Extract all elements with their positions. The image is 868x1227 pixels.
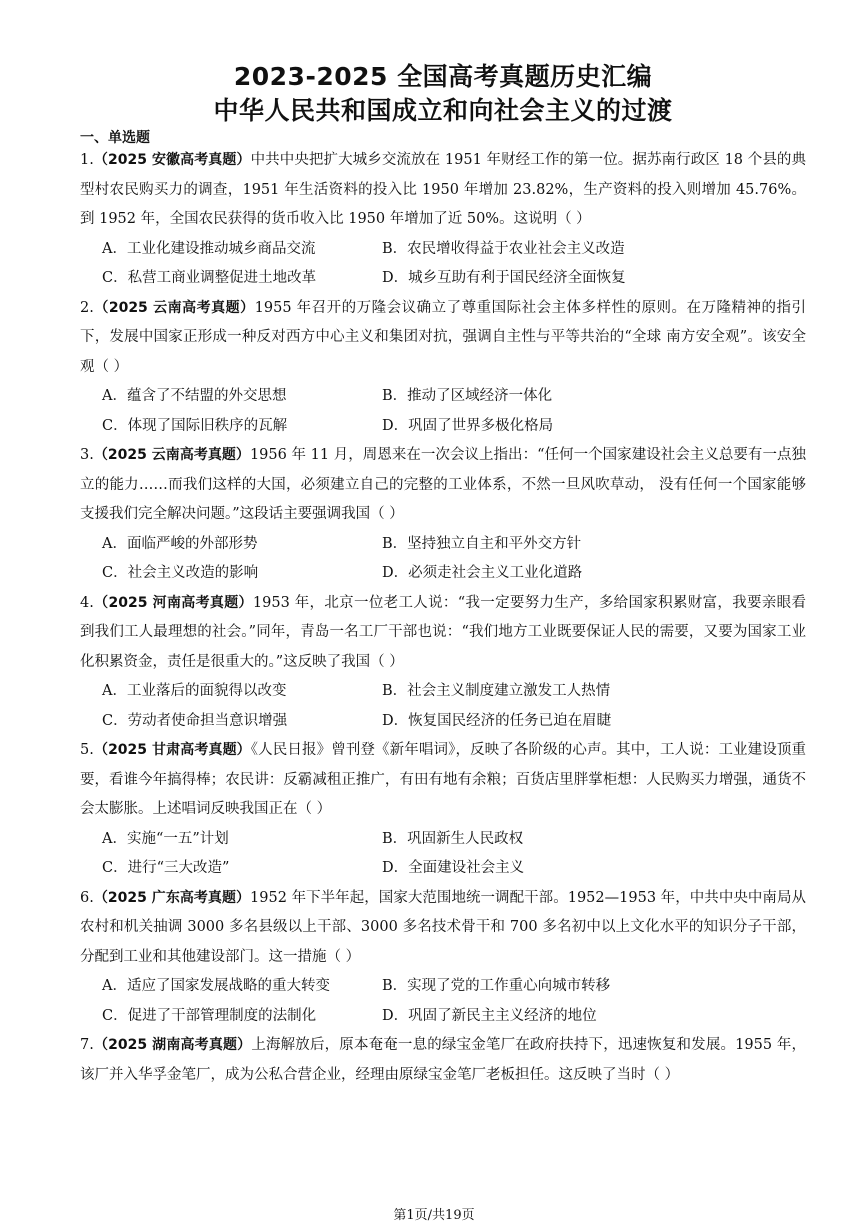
question-5 bbox=[80, 736, 806, 884]
question-7 bbox=[80, 1031, 806, 1090]
question-list bbox=[80, 146, 806, 1090]
answer-options bbox=[80, 235, 806, 294]
answer-option[interactable]: B．坚持独立自主和平外交方针 bbox=[382, 535, 582, 552]
answer-options bbox=[80, 677, 806, 736]
question-source: （2025 河南高考真题） bbox=[93, 594, 253, 611]
question-3 bbox=[80, 441, 806, 589]
answer-options bbox=[80, 825, 806, 884]
answer-option[interactable]: C．社会主义改造的影响 bbox=[102, 565, 259, 581]
question-text: 上海解放后，原本奄奄一息的绿宝金笔厂在政府扶持下，迅速恢复和发展。1955 年，该厂并入华孚金笔厂，成为公私合营企业，经理由原绿宝金笔厂老板担任。这反映了当时（ ） bbox=[80, 1037, 806, 1083]
question-number: 3. bbox=[80, 447, 94, 463]
question-number: 6. bbox=[80, 889, 94, 906]
answer-option[interactable]: D．全面建设社会主义 bbox=[382, 860, 525, 876]
question-text: 《人民日报》曾刊登《新年唱词》，反映了各阶级的心声。其中，工人说：工业建设顶重要，看谁今年搞得棒；农民讲：反霸减租正推广，有田有地有余粮；百货店里胖掌柜想：人民购买力增强，通货不会太膨胀。上述唱词反映我国正在（ ） bbox=[80, 742, 806, 817]
question-number: 2. bbox=[80, 299, 94, 316]
answer-option[interactable]: B．巩固新生人民政权 bbox=[382, 830, 524, 847]
question-source: （2025 甘肃高考真题） bbox=[93, 742, 251, 758]
document-title bbox=[80, 60, 806, 128]
question-number: 5. bbox=[80, 742, 94, 758]
answer-option[interactable]: A．实施“一五”计划 bbox=[102, 830, 229, 847]
question-stem bbox=[80, 736, 806, 825]
question-stem bbox=[80, 294, 806, 383]
question-1 bbox=[80, 146, 806, 294]
question-stem bbox=[80, 1031, 806, 1090]
question-stem bbox=[80, 146, 806, 235]
question-6 bbox=[80, 884, 806, 1032]
question-4 bbox=[80, 589, 806, 737]
page-footer: 第1页/共19页 bbox=[393, 1208, 475, 1223]
answer-option[interactable]: D．巩固了世界多极化格局 bbox=[382, 417, 554, 434]
answer-options bbox=[80, 972, 806, 1031]
answer-option[interactable]: B．农民增收得益于农业社会主义改造 bbox=[382, 240, 625, 257]
question-stem bbox=[80, 589, 806, 678]
answer-options bbox=[80, 530, 806, 589]
answer-option[interactable]: D．恢复国民经济的任务已迫在眉睫 bbox=[382, 712, 612, 729]
answer-option[interactable]: D．巩固了新民主主义经济的地位 bbox=[382, 1007, 597, 1024]
title-line-1: 2023-2025 全国高考真题历史汇编 bbox=[233, 62, 653, 91]
answer-option[interactable]: A．适应了国家发展战略的重大转变 bbox=[102, 978, 330, 994]
question-number: 4. bbox=[80, 594, 94, 611]
title-line-2: 中华人民共和国成立和向社会主义的过渡 bbox=[213, 96, 673, 125]
answer-option[interactable]: B．推动了区域经济一体化 bbox=[382, 388, 553, 404]
question-source: （2025 安徽高考真题） bbox=[93, 152, 251, 168]
answer-option[interactable]: A．工业落后的面貌得以改变 bbox=[102, 683, 287, 699]
answer-option[interactable]: C．促进了干部管理制度的法制化 bbox=[102, 1007, 317, 1024]
answer-option[interactable]: C．私营工商业调整促进土地改革 bbox=[102, 270, 317, 286]
answer-option[interactable]: C．进行“三大改造” bbox=[102, 860, 230, 876]
section-heading: 一、单选题 bbox=[80, 130, 150, 146]
question-stem bbox=[80, 884, 806, 973]
answer-option[interactable]: B．社会主义制度建立激发工人热情 bbox=[382, 683, 611, 699]
question-text: 1953 年，北京一位老工人说：“我一定要努力生产，多给国家积累财富，我要亲眼看到我们工人最理想的社会。”同年，青岛一名工厂干部也说：“我们地方工业既要保证人民的需要，又要为国家工业化积累资金，责任是很重大的。”这反映了我国（ ） bbox=[80, 594, 807, 670]
answer-options bbox=[80, 382, 806, 441]
question-source: （2025 云南高考真题） bbox=[93, 299, 255, 316]
question-number: 1. bbox=[80, 152, 94, 168]
question-source: （2025 湖南高考真题） bbox=[93, 1037, 252, 1053]
question-2 bbox=[80, 294, 806, 442]
answer-option[interactable]: D．城乡互助有利于国民经济全面恢复 bbox=[382, 270, 626, 286]
answer-option[interactable]: B．实现了党的工作重心向城市转移 bbox=[382, 978, 611, 994]
answer-option[interactable]: D．必须走社会主义工业化道路 bbox=[382, 565, 583, 581]
answer-option[interactable]: A．工业化建设推动城乡商品交流 bbox=[102, 240, 316, 257]
question-source: （2025 云南高考真题） bbox=[93, 447, 250, 463]
question-text: 中共中央把扩大城乡交流放在 1951 年财经工作的第一位。据苏南行政区 18 个县的典型村农民购买力的调查，1951 年生活资料的投入比 1950 年增加 23.82%，生产资料的投入则增加 45.76%。到 1952 年，全国农民获得的货币收入比 1950 年增加了近 50%。这说明（ ） bbox=[80, 152, 806, 227]
question-text: 1952 年下半年起，国家大范围地统一调配干部。1952—1953 年，中共中央中南局从农村和机关抽调 3000 多名县级以上干部、3000 多名技术骨干和 700 多名初中以上文化水平的知识分子干部，分配到工业和其他建设部门。这一措施（ ） bbox=[80, 889, 806, 965]
question-text: 1955 年召开的万隆会议确立了尊重国际社会主体多样性的原则。在万隆精神的指引下，发展中国家正形成一种反对西方中心主义和集团对抗，强调自主性与平等共治的“全球 南方安全观”。该安全观（ ） bbox=[80, 299, 806, 375]
answer-option[interactable]: C．体现了国际旧秩序的瓦解 bbox=[102, 417, 288, 434]
question-text: 1956 年 11 月，周恩来在一次会议上指出：“任何一个国家建设社会主义总要有一点独 立的能力……而我们这样的大国，必须建立自己的完整的工业体系，不然一旦风吹草动， 没有任何一个国家能够支援我们完全解决问题。”这段话主要强调我国（ ） bbox=[80, 447, 806, 522]
answer-option[interactable]: C．劳动者使命担当意识增强 bbox=[102, 712, 288, 729]
question-source: （2025 广东高考真题） bbox=[93, 889, 251, 906]
question-number: 7. bbox=[80, 1037, 94, 1053]
question-stem bbox=[80, 441, 806, 530]
answer-option[interactable]: A．面临严峻的外部形势 bbox=[102, 535, 258, 552]
answer-option[interactable]: A．蕴含了不结盟的外交思想 bbox=[102, 388, 287, 404]
